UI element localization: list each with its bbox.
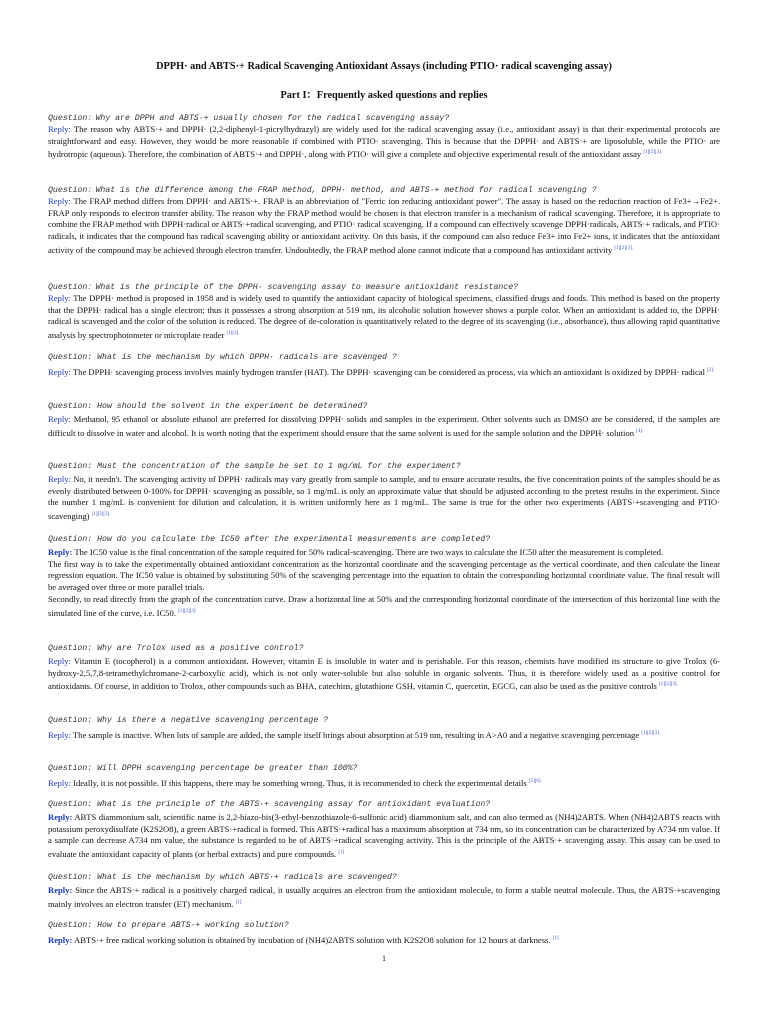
reply-label: Reply: [48, 474, 71, 484]
answer-text: The IC50 value is the final concentration of the sample required for 50% radical-scavenging. There are two ways to calculate the IC50 after the measurement is completed. The first way is to take the experimentally obtained antioxidant concentration as the horizontal coordinate and the scavenging percentage as the vertical coordinate, and then calculate the linear regression equation. The IC50 value is obtained by substituting 50% of the scavenging percentage into the equation to obtain the corresponding horizontal coordinate value. The final result will be averaged over three or more parallel trials. Secondly, to read directly from the graph of the concentration curve. Draw a horizontal line at 50% and the corresponding horizontal coordinate of the intersection of this horizontal line with the simulated line of the curve, i.e. IC50. [48, 547, 720, 618]
part-title: Part I：Frequently asked questions and replies [280, 90, 488, 101]
question-2: Question：What is the difference among the FRAP method, DPPH· method, and ABTS·+ method for radical scavenging ? [48, 186, 597, 195]
question-4: Question: What is the mechanism by which DPPH· radicals are scavenged ? [48, 353, 397, 362]
answer-10 [48, 776, 720, 790]
answer-3 [48, 293, 720, 342]
page-number: 1 [382, 954, 386, 963]
citation-link[interactable]: [1] [338, 850, 345, 856]
citation-link[interactable]: [1][2][3]. [643, 150, 663, 156]
citation-link[interactable]: [1][2][3]. [641, 731, 661, 736]
citation-link[interactable]: [2]. [707, 368, 715, 373]
answer-text: Vitamin E (tocopherol) is a common antioxidant. However, vitamin E is insoluble in water and is perishable. For this reason, chemists have modified its structure to give Trolox (6-hydroxy-2,5,7,8-tetramethylchromane-2-carboxylic acid), which is not only water-soluble but also soluble in organic solvents. Thus, it is therefore widely used as a positive control for antioxidants. Of course, in addition to Trolox, other compounds such as BHA, catechins, glutathione GSH, vitamin C, quercetin, EGCG, can also be used as the positive controls [48, 656, 721, 692]
citation-link[interactable]: [4]. [636, 428, 644, 434]
answer-text: Since the ABTS·+ radical is a positively charged radical, it usually acquires an electron from the antioxidant molecule, to form a stable neutral molecule. Thus, the ABTS·+scavenging mainly involves an electron transfer (ET) mechanism. [48, 885, 720, 909]
answer-text: ABTS·+ free radical working solution is obtained by incubation of (NH4)2ABTS solution with K2S2O8 solution for 12 hours at darkness. [74, 934, 551, 945]
answer-text: Ideally, it is not possible. If this happens, there may be something wrong. Thus, it is recommended to check the experimental details [73, 777, 527, 788]
citation-link[interactable]: [1][2][3]. [614, 245, 634, 251]
reply-label: Reply: [48, 777, 71, 788]
answer-text: The DPPH· method is proposed in 1958 and is widely used to quantify the antioxidant capacity of biological specimens, classified drugs and foods. This method is based on the property that the DPPH· radical has a single electron; thus it possesses a strong absorption at 519 nm, its alcoholic solution however shows a purple color. When an antioxidant is added to, the DPPH· radical is scavenged and the color of the solution is reduced. The degree of de-coloration is quantitatively related to the degree of its scavenging (i.e., absorbance), thus allowing rapid quantitative analysis by spectrophotometer or microplate reader [48, 293, 721, 340]
answer-text: The reason why ABTS·+ and DPPH· (2,2-diphenyl-1-picrylhydrazyl) are widely used for the radical scavenging assay (i.e., antioxidant assay) is that their experimental protocols are straightforward and easy. However, they would be more reasonable if combined with PTIO· scavenging. This is because that the DPPH· and ABTS·+ are liposoluble, while the PTIO· are hydrotropic (aqueous). Therefore, the combination of ABTS·+ and DPPH·, along with PTIO· will give a complete and objective experimental result of the antioxidant assay [48, 124, 720, 160]
question-3: Question：What is the principle of the DPPH· scavenging assay to measure antioxidant resistance? [48, 283, 519, 292]
answer-1 [48, 124, 720, 161]
answer-text: The DPPH· scavenging process involves mainly hydrogen transfer (HAT). The DPPH· scavenging can be considered as process, via which an antioxidant is oxidized by DPPH· radical [72, 366, 705, 377]
reply-label: Reply: [48, 196, 71, 206]
answer-7 [48, 547, 720, 619]
question-1: Question：Why are DPPH and ABTS·+ usually chosen for the radical scavenging assay? [48, 114, 450, 123]
question-13: Question: How to prepare ABTS·+ working solution? [48, 921, 289, 930]
answer-8 [48, 656, 720, 693]
reply-label: Reply: [48, 934, 73, 945]
citation-link[interactable]: [1] [552, 936, 559, 941]
citation-link[interactable]: [1][2][3]. [659, 682, 678, 688]
answer-9 [48, 728, 720, 742]
reply-label: Reply: [48, 812, 73, 822]
citation-link[interactable]: [1][3]. [226, 331, 240, 337]
reply-label: Reply: [48, 547, 73, 557]
reply-label: Reply: [48, 729, 71, 740]
question-9: Question: Why is there a negative scavenging percentage ? [48, 716, 329, 725]
document-title: DPPH· and ABTS·+ Radical Scavenging Antioxidant Assays (including PTIO· radical scavenging assay) [156, 61, 612, 72]
question-7: Question: How do you calculate the IC50 after the experimental measurements are completed? [48, 535, 491, 544]
citation-link[interactable]: [5][6]. [528, 779, 542, 784]
question-6: Question: Must the concentration of the sample be set to 1 mg/mL for the experiment? [48, 462, 461, 471]
reply-label: Reply: [48, 293, 71, 303]
answer-4 [48, 365, 720, 379]
answer-text: The FRAP method differs from DPPH· and ABTS·+. FRAP is an abbreviation of "Ferric ion reducing antioxidant power". The assay is based on the reduction reaction of Fe3+→Fe2+. FRAP only responds to electron transfer ability. The reason why the FRAP method would be chosen is that electron transfer is a mechanism of radical scavenging. Therefore, it is appropriate to combine the FRAP method with DPPH·radical or ABTS·+radical scavenging, and PTIO· radical scavenging. If a compound can effectively scavenge DPPH·radicals, ABTS·+ radicals, and PTIO· radicals, it indicates that the compound has radical scavenging ability or antioxidant activity. On this basis, if the compound can also reduce Fe3+ into Fe2+ ions, it indicates that the antioxidant activity of the compound may be achieved through electron transfer. Undoubtedly, the FRAP method alone cannot indicate that a compound has antioxidant activity [48, 196, 720, 255]
answer-12 [48, 885, 720, 910]
question-5: Question: How should the solvent in the experiment be determined? [48, 402, 368, 411]
reply-label: Reply: [48, 366, 71, 377]
question-8: Question: Why are Trolox used as a positive control? [48, 644, 304, 653]
citation-link[interactable]: [1][2][3] [178, 608, 196, 614]
citation-link[interactable]: [1][2][3]. [91, 512, 111, 518]
answer-13 [48, 933, 720, 947]
answer-2 [48, 196, 720, 256]
answer-text: ABTS diammonium salt, scientific name is 2,2-biazo-bis(3-ethyl-benzothiazole-6-sulfonic acid) diammonium salt, and can also termed as (NH4)2ABTS. When (NH4)2ABTS reacts with potassium peroxydisulfate (K2S2O8), a green ABTS·+radical is formed. This ABTS·+radical has a maximum absorption at 734 nm, so its concentration can be characterized by A734 nm value. If a sample can decrease A734 nm value, the substance is regarded to be of ABTS·+radical scavenging activity. This is the principle of the ABTS·+ scavenging assay. This assay can be used to evaluate the antioxidant capacity of plants (or herbal extracts) and pure compounds. [48, 812, 720, 859]
reply-label: Reply: [48, 124, 71, 134]
reply-label: Reply: [48, 656, 71, 666]
answer-5 [48, 414, 720, 439]
answer-text: The sample is inactive. When lots of sample are added, the sample itself brings about absorption at 519 nm, resulting in A>A0 and a negative scavenging percentage [72, 729, 640, 740]
answer-11 [48, 812, 720, 861]
reply-label: Reply: [48, 885, 73, 895]
reply-label: Reply: [48, 414, 71, 424]
question-12: Question: What is the mechanism by which ABTS·+ radicals are scavenged? [48, 873, 397, 882]
citation-link[interactable]: [1] [235, 899, 242, 905]
question-10: Question: Will DPPH scavenging percentage be greater than 100%? [48, 764, 358, 773]
answer-text: No, it needn't. The scavenging activity of DPPH· radicals may vary greatly from sample to sample, and to ensure accurate results, the five concentration points of the samples should be as evenly distributed between 0-100% for DPPH· scavenging as possible, so 1 mg/mL is only an approximate value that should be adjusted according to the pretest results in the experiment. Since the number 1 mg/mL is convenient for dilution and calculation, it is written uniformly here as 1 mg/mL. The same is true for the other two experiments (ABTS·+scavenging and PTIO· scavenging) [48, 474, 720, 521]
question-11: Question: What is the principle of the ABTS·+ scavenging assay for antioxidant evaluation? [48, 800, 491, 809]
answer-6 [48, 474, 720, 523]
answer-text: Methanol, 95 ethanol or absolute ethanol are preferred for dissolving DPPH· solids and samples in the experiment. Other solvents such as DMSO are be considered, if the samples are difficult to dissolve in water and alcohol. It is worth noting that the experiment should ensure that the same solvent is used for the sample solution and the DPPH· solution [48, 414, 720, 438]
